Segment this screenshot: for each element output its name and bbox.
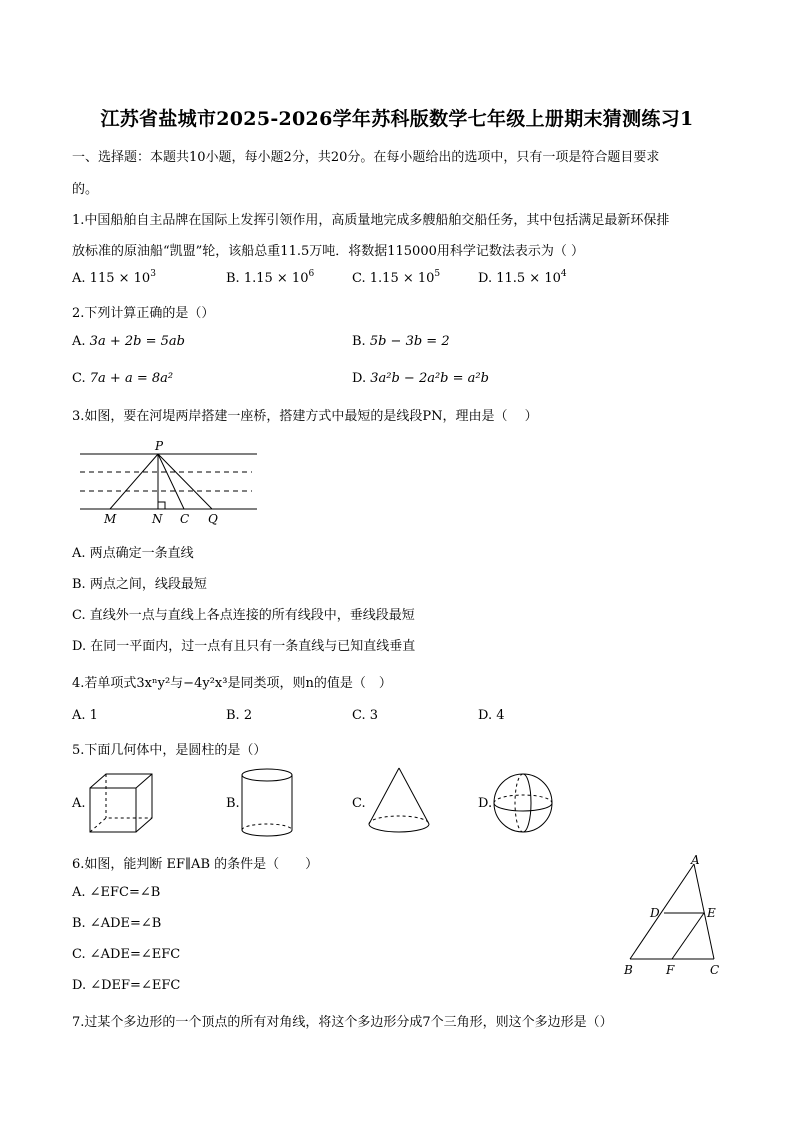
q6-option-c: C. ∠ADE=∠EFC xyxy=(72,947,181,962)
cone-figure xyxy=(364,764,434,840)
segment-pm xyxy=(110,454,158,509)
label-e: E xyxy=(707,906,716,920)
label-q: Q xyxy=(208,512,218,526)
right-angle-mark xyxy=(158,502,165,509)
cube-figure xyxy=(86,770,158,836)
option-exponent: 6 xyxy=(308,269,315,279)
q2-stem: 2.下列计算正确的是（） xyxy=(72,306,215,321)
q3-stem: 3.如图，要在河堤两岸搭建一座桥，搭建方式中最短的是线段PN，理由是（ ） xyxy=(72,409,538,424)
segment-pq xyxy=(158,454,212,509)
q5-option-a-label: A. xyxy=(72,796,86,811)
q4-option-a: A. 1 xyxy=(72,708,98,723)
option-label: B. xyxy=(352,334,366,349)
option-exponent: 5 xyxy=(434,269,441,279)
q1-option-c xyxy=(352,271,440,286)
q6-stem: 6.如图，能判断 EF∥AB 的条件是（ ） xyxy=(72,857,319,872)
option-label: A. xyxy=(72,334,86,349)
label-p: P xyxy=(155,439,164,453)
q6-option-d: D. ∠DEF=∠EFC xyxy=(72,978,181,993)
option-label: D. xyxy=(352,371,367,386)
q4-stem: 4.若单项式3xⁿy²与−4y²x³是同类项，则n的值是（ ） xyxy=(72,676,392,691)
triangle-figure xyxy=(618,852,728,980)
option-value: 115 × 10 xyxy=(89,271,151,286)
segment-ef xyxy=(672,913,704,959)
segment-ab xyxy=(630,864,694,959)
q2-option-d xyxy=(352,371,489,386)
option-expression: 3a + 2b = 5ab xyxy=(89,334,185,349)
label-d: D xyxy=(650,906,660,920)
label-c: C xyxy=(710,963,720,977)
option-label: C. xyxy=(72,371,86,386)
label-b: B xyxy=(624,963,633,977)
option-exponent: 4 xyxy=(560,269,567,279)
q2-option-b xyxy=(352,334,450,349)
label-c: C xyxy=(180,512,190,526)
q1-option-b xyxy=(226,271,314,286)
cylinder-figure xyxy=(238,766,298,840)
page-title: 江苏省盐城市2025-2026学年苏科版数学七年级上册期末猜测练习1 xyxy=(100,108,694,130)
label-m: M xyxy=(104,512,117,526)
q5-option-b-label: B. xyxy=(226,796,240,811)
q1-stem-line2: 放标准的原油船“凯盟”轮，该船总重11.5万吨．将数据115000用科学记数法表示为（ ） xyxy=(72,244,584,259)
option-label: A. xyxy=(72,271,86,286)
q3-option-d: D. 在同一平面内，过一点有且只有一条直线与已知直线垂直 xyxy=(72,639,416,654)
option-label: D. xyxy=(478,271,493,286)
bridge-figure xyxy=(72,436,262,528)
q1-option-a xyxy=(72,271,156,286)
q3-option-c: C. 直线外一点与直线上各点连接的所有线段中，垂线段最短 xyxy=(72,608,415,623)
q7-stem: 7.过某个多边形的一个顶点的所有对角线，将这个多边形分成7个三角形，则这个多边形是（） xyxy=(72,1015,613,1030)
label-f: F xyxy=(666,963,675,977)
q2-option-c xyxy=(72,371,173,386)
q5-option-d-label: D. xyxy=(478,796,493,811)
q3-option-a: A. 两点确定一条直线 xyxy=(72,546,194,561)
q4-option-c: C. 3 xyxy=(352,708,379,723)
q5-option-c-label: C. xyxy=(352,796,366,811)
option-expression: 5b − 3b = 2 xyxy=(369,334,450,349)
q5-stem: 5.下面几何体中，是圆柱的是（） xyxy=(72,743,267,758)
q3-option-b: B. 两点之间，线段最短 xyxy=(72,577,207,592)
option-value: 1.15 × 10 xyxy=(369,271,435,286)
option-exponent: 3 xyxy=(150,269,156,279)
q1-option-d xyxy=(478,271,567,286)
q1-stem-line1: 1.中国船舶自主品牌在国际上发挥引领作用，高质量地完成多艘船舶交船任务，其中包括满足最新环保排 xyxy=(72,213,670,228)
section-heading-cont: 的。 xyxy=(72,182,99,197)
option-label: C. xyxy=(352,271,366,286)
q4-option-d: D. 4 xyxy=(478,708,505,723)
option-value: 11.5 × 10 xyxy=(496,271,561,286)
option-label: B. xyxy=(226,271,240,286)
label-a: A xyxy=(691,853,700,867)
section-heading: 一、选择题：本题共10小题，每小题2分，共20分。在每小题给出的选项中，只有一项是符合题目要求 xyxy=(72,150,660,165)
option-expression: 7a + a = 8a² xyxy=(89,371,174,386)
q6-option-a: A. ∠EFC=∠B xyxy=(72,885,161,900)
segment-pc xyxy=(158,454,184,509)
label-n: N xyxy=(152,512,163,526)
q2-option-a xyxy=(72,334,185,349)
option-value: 1.15 × 10 xyxy=(243,271,309,286)
q4-option-b: B. 2 xyxy=(226,708,253,723)
option-expression: 3a²b − 2a²b = a²b xyxy=(370,371,489,386)
sphere-figure xyxy=(492,770,556,836)
q6-option-b: B. ∠ADE=∠B xyxy=(72,916,162,931)
